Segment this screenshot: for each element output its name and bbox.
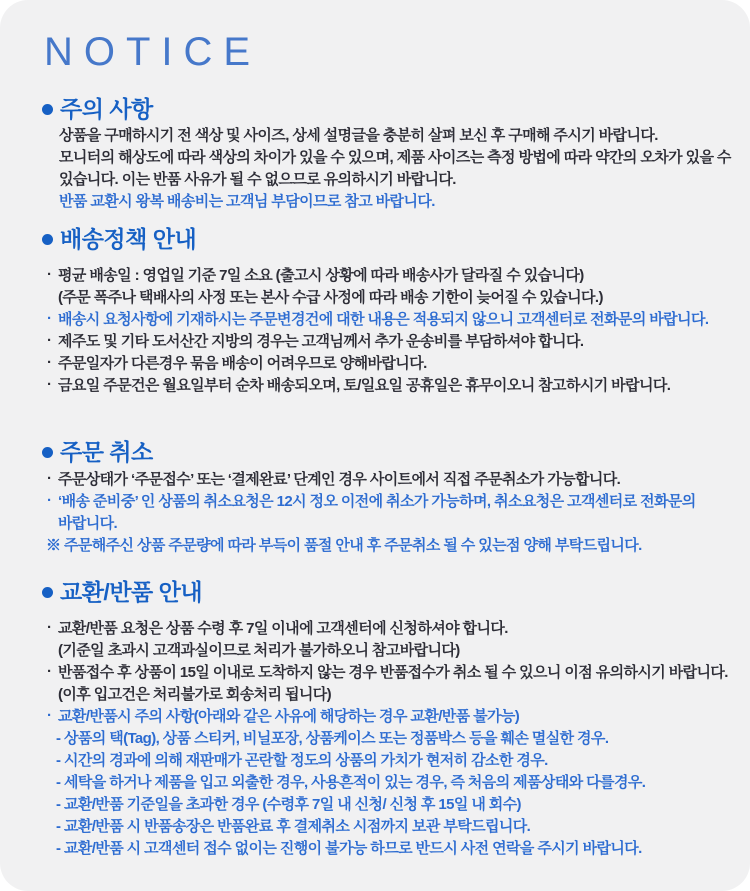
notice-line	[0, 535, 750, 557]
notice-line-text: 평균 배송일 : 영업일 기준 7일 소요 (출고시 상황에 따라 배송사가 달라질 수 있습니다)	[58, 267, 584, 284]
section-lines	[0, 618, 750, 860]
section-heading-label: 교환/반품 안내	[60, 579, 203, 605]
section-lines	[0, 125, 750, 213]
notice-line-text: ‘배송 준비중’ 인 상품의 취소요청은 12시 정오 이전에 취소가 가능하며, 취소요청은 고객센터로 전화문의	[58, 493, 696, 510]
notice-line	[0, 287, 750, 309]
section-bullet-icon	[42, 587, 53, 598]
section-heading-label: 주문 취소	[60, 439, 153, 465]
notice-line-text: 금요일 주문건은 월요일부터 순차 배송되오며, 토/일요일 공휴일은 휴무이오니 참고하시기 바랍니다.	[58, 377, 671, 394]
notice-line-text: 반품접수 후 상품이 15일 이내로 도착하지 않는 경우 반품접수가 취소 될 수 있으니 이점 유의하시기 바랍니다.	[58, 664, 728, 681]
dot-marker-icon: ·	[47, 310, 52, 327]
notice-line-text: 있습니다. 이는 반품 사유가 될 수 없으므로 유의하시기 바랍니다.	[59, 171, 456, 188]
notice-line-text: (이후 입고건은 처리불가로 회송처리 됩니다)	[58, 686, 332, 703]
notice-line	[0, 169, 750, 191]
section-bullet-icon	[42, 104, 53, 115]
notice-line	[0, 353, 750, 375]
notice-line-text: 모니터의 해상도에 따라 색상의 차이가 있을 수 있으며, 제품 사이즈는 측정 방법에 따라 약간의 오차가 있을 수	[59, 149, 731, 166]
notice-line-text: - 교환/반품 시 반품송장은 반품완료 후 결제취소 시점까지 보관 부탁드립니다.	[56, 818, 531, 835]
section-lines	[0, 469, 750, 557]
dot-marker-icon: ·	[47, 376, 52, 393]
notice-section	[0, 578, 750, 860]
notice-line-text: ※ 주문해주신 상품 주문량에 따라 부득이 품절 안내 후 주문취소 될 수 있는점 양해 부탁드립니다.	[46, 537, 642, 554]
notice-line-text: - 교환/반품 시 고객센터 접수 없이는 진행이 불가능 하므로 반드시 사전 연락을 주시기 바랍니다.	[56, 840, 642, 857]
section-bullet-icon	[42, 447, 53, 458]
notice-line	[0, 469, 750, 491]
notice-line	[0, 662, 750, 684]
dot-marker-icon: ·	[47, 707, 52, 724]
notice-line-text: (주문 폭주나 택배사의 사정 또는 본사 수급 사정에 따라 배송 기한이 늦어질 수 있습니다.)	[58, 289, 603, 306]
notice-line	[0, 265, 750, 287]
notice-line	[0, 375, 750, 397]
notice-line-text: - 교환/반품 기준일을 초과한 경우 (수령후 7일 내 신청/ 신청 후 15일 내 회수)	[56, 796, 521, 813]
notice-line	[0, 147, 750, 169]
notice-line-text: 배송시 요청사항에 기재하시는 주문변경건에 대한 내용은 적용되지 않으니 고객센터로 전화문의 바랍니다.	[58, 311, 709, 328]
notice-line	[0, 191, 750, 213]
notice-line-text: 주문상태가 ‘주문접수’ 또는 ‘결제완료’ 단계인 경우 사이트에서 직접 주문취소가 가능합니다.	[58, 471, 621, 488]
notice-line-text: 주문일자가 다른경우 묶음 배송이 어려우므로 양해바랍니다.	[58, 355, 427, 372]
notice-line	[0, 491, 750, 513]
notice-section	[0, 95, 750, 213]
notice-line-text: 교환/반품시 주의 사항(아래와 같은 사유에 해당하는 경우 교환/반품 불가능)	[58, 708, 520, 725]
notice-line-text: (기준일 초과시 고객과실이므로 처리가 불가하오니 참고바랍니다)	[58, 642, 460, 659]
dot-marker-icon: ·	[47, 470, 52, 487]
notice-line-text: 상품을 구매하시기 전 색상 및 사이즈, 상세 설명글을 충분히 살펴 보신 후 구매해 주시기 바랍니다.	[59, 127, 658, 144]
notice-line-text: - 상품의 택(Tag), 상품 스티커, 비닐포장, 상품케이스 또는 정품박스 등을 훼손 멸실한 경우.	[56, 730, 609, 747]
notice-line-text: 반품 교환시 왕복 배송비는 고객님 부담이므로 참고 바랍니다.	[59, 193, 435, 210]
notice-line	[0, 684, 750, 706]
section-lines	[0, 265, 750, 397]
notice-line	[0, 618, 750, 640]
notice-line	[0, 309, 750, 331]
notice-line	[0, 125, 750, 147]
dot-marker-icon: ·	[47, 266, 52, 283]
notice-line	[0, 838, 750, 860]
notice-line-text: 제주도 및 기타 도서산간 지방의 경우는 고객님께서 추가 운송비를 부담하셔야 합니다.	[58, 333, 584, 350]
dot-marker-icon: ·	[47, 354, 52, 371]
dot-marker-icon: ·	[47, 332, 52, 349]
dot-marker-icon: ·	[47, 663, 52, 680]
dot-marker-icon: ·	[47, 619, 52, 636]
notice-line	[0, 728, 750, 750]
notice-line	[0, 640, 750, 662]
notice-line-text: - 시간의 경과에 의해 재판매가 곤란할 정도의 상품의 가치가 현저히 감소한 경우.	[56, 752, 548, 769]
notice-section	[0, 225, 750, 397]
notice-line	[0, 772, 750, 794]
notice-line	[0, 816, 750, 838]
notice-line	[0, 706, 750, 728]
notice-section	[0, 438, 750, 557]
notice-line-text: 교환/반품 요청은 상품 수령 후 7일 이내에 고객센터에 신청하셔야 합니다.	[58, 620, 508, 637]
notice-line	[0, 331, 750, 353]
notice-sections	[0, 95, 750, 860]
section-heading-label: 배송정책 안내	[60, 226, 197, 252]
section-bullet-icon	[42, 234, 53, 245]
section-heading-label: 주의 사항	[60, 96, 153, 122]
dot-marker-icon: ·	[47, 492, 52, 509]
notice-line-text: - 세탁을 하거나 제품을 입고 외출한 경우, 사용흔적이 있는 경우, 즉 처음의 제품상태와 다를경우.	[56, 774, 646, 791]
notice-line-text: 바랍니다.	[58, 515, 118, 532]
notice-page-title: NOTICE	[44, 30, 262, 74]
notice-line	[0, 794, 750, 816]
notice-line	[0, 513, 750, 535]
notice-line	[0, 750, 750, 772]
